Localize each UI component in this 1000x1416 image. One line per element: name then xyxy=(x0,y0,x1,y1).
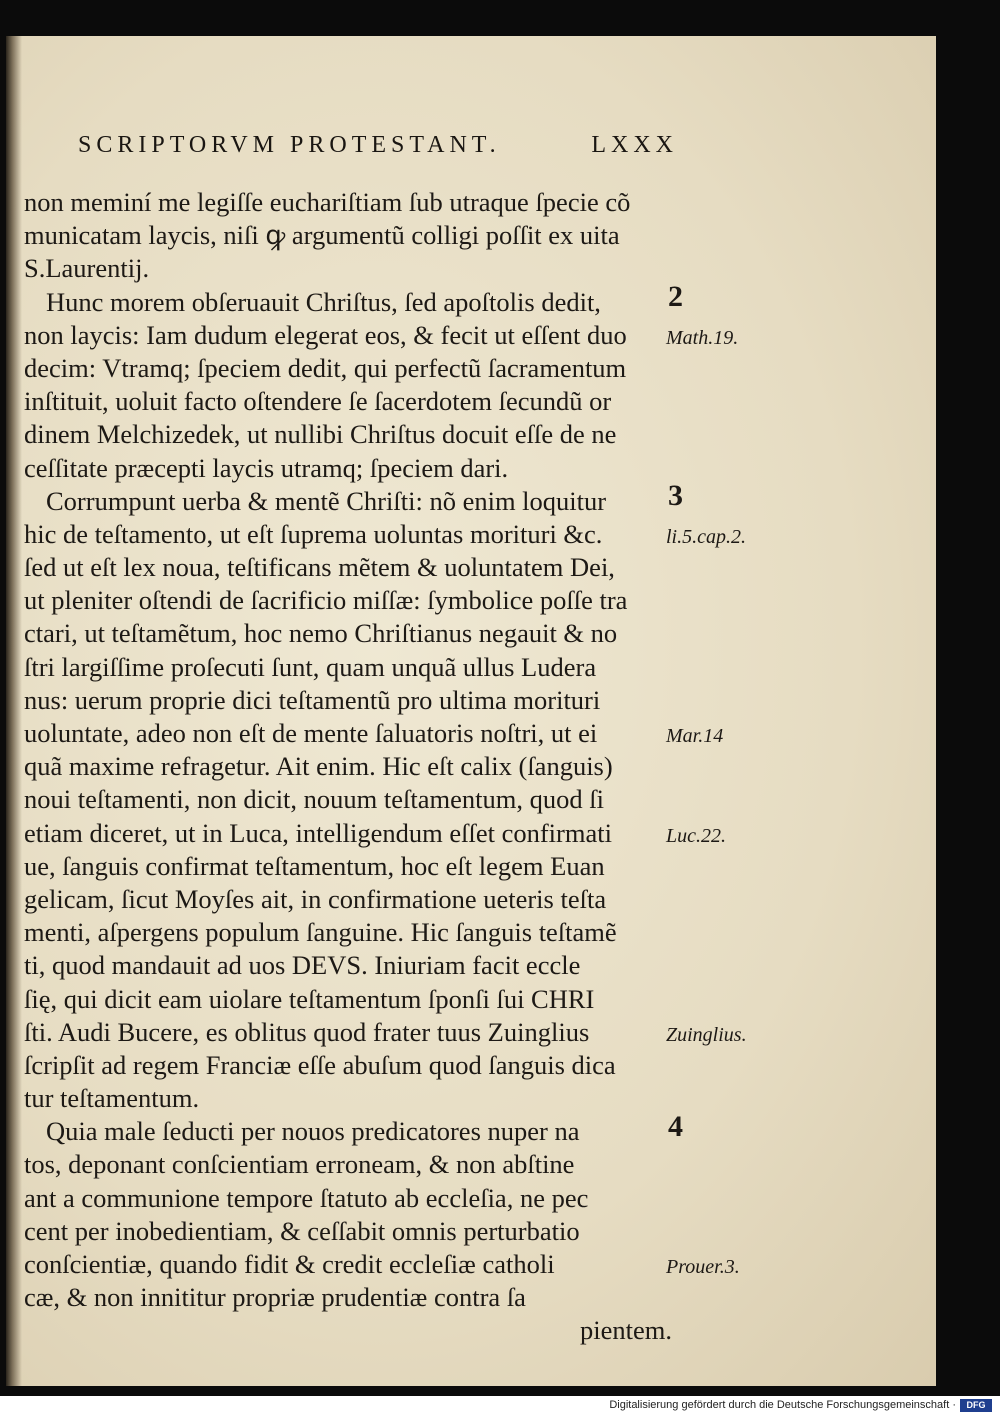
text-line: ue, ſanguis confirmat teſtamentum, hoc eſt legem Euan xyxy=(24,850,605,881)
text-line: non laycis: Iam dudum elegerat eos, & fecit ut eſſent duo xyxy=(24,319,627,350)
text-line: ſcripſit ad regem Franciæ eſſe abuſum quod ſanguis dica xyxy=(24,1049,616,1080)
text-line: noui teſtamenti, non dicit, nouum teſtamentum, quod ſi xyxy=(24,784,604,815)
text-line: nus: uerum proprie dici teſtamentũ pro ultima morituri xyxy=(24,684,601,715)
text-line: Corrumpunt uerba & mentẽ Chriſti: nõ enim loquitur xyxy=(46,485,607,516)
text-line: ant a communione tempore ſtatuto ab eccleſia, ne pec xyxy=(24,1182,589,1213)
text-line: S.Laurentij. xyxy=(24,253,150,284)
text-line: gelicam, ſicut Moyſes ait, in confirmatione ueteris teſta xyxy=(24,883,607,914)
section-number: 3 xyxy=(668,478,683,512)
marginal-reference: Mar.14 xyxy=(666,725,724,748)
text-line: ut pleniter oſtendi de ſacrificio miſſæ: ſymbolice poſſe tra xyxy=(24,585,628,616)
text-line: pientem. xyxy=(580,1315,672,1346)
text-line: non meminí me legiſſe euchariſtiam ſub utraque ſpecie cõ xyxy=(24,187,631,217)
dfg-logo: DFG xyxy=(960,1399,992,1412)
text-line: ceſſitate præcepti laycis utramq; ſpeciem dari. xyxy=(24,452,509,483)
text-line: ſed ut eſt lex noua, teſtificans mẽtem & uoluntatem Dei, xyxy=(24,552,615,583)
text-line: cent per inobedientiam, & ceſſabit omnis perturbatio xyxy=(24,1215,580,1246)
text-line: tur teſtamentum. xyxy=(24,1083,200,1114)
section-number: 2 xyxy=(668,279,683,313)
text-line: tos, deponant conſcientiam erroneam, & non abſtine xyxy=(24,1149,575,1180)
section-number: 4 xyxy=(668,1109,683,1143)
text-line: conſcientiæ, quando fidit & credit eccleſiæ catholi xyxy=(24,1249,555,1279)
text-line: ſti. Audi Bucere, es oblitus quod frater tuus Zuinglius xyxy=(24,1016,590,1047)
marginal-reference: Math.19. xyxy=(666,326,739,349)
text-line: ctari, ut teſtamẽtum, hoc nemo Chriſtianus negauit & no xyxy=(24,618,618,649)
text-line: decim: Vtramq; ſpeciem dedit, qui perfectũ ſacramentum xyxy=(24,352,627,383)
text-line: cæ, & non innititur propriæ prudentiæ contra ſa xyxy=(24,1282,526,1313)
text-line: hic de teſtamento, ut eſt ſuprema uoluntas morituri &c. xyxy=(24,518,603,549)
body-text xyxy=(24,186,672,1348)
book-page xyxy=(6,36,936,1386)
folio-number: LXXX xyxy=(591,132,678,158)
text-line: uoluntate, adeo non eſt de mente ſaluatoris noſtri, ut ei xyxy=(24,718,598,748)
text-line: inſtituit, uoluit facto oſtendere ſe ſacerdotem ſecundũ or xyxy=(24,386,612,417)
text-line: Hunc morem obſeruauit Chriſtus, ſed apoſtolis dedit, xyxy=(46,286,601,317)
text-line: ſię, qui dicit eam uiolare teſtamentum ſponſi ſui CHRI xyxy=(24,983,595,1014)
text-line: municatam laycis, niſi ꝙ argumentũ colligi poſſit ex uita xyxy=(24,220,620,251)
text-line: quã maxime refragetur. Ait enim. Hic eſt calix (ſanguis) xyxy=(24,751,613,782)
footer-bar xyxy=(0,1396,1000,1416)
footer-credit: Digitalisierung gefördert durch die Deutsche Forschungsgemeinschaft · xyxy=(609,1399,956,1411)
marginal-reference: li.5.cap.2. xyxy=(666,526,746,548)
text-line: ſtri largiſſime proſecuti ſunt, quam unquã ullus Ludera xyxy=(24,651,597,682)
running-header xyxy=(78,132,678,159)
text-line: Quia male ſeducti per nouos predicatores nuper na xyxy=(46,1116,580,1147)
text-line: ti, quod mandauit ad uos DEVS. Iniuriam facit eccle xyxy=(24,950,581,981)
text-line: dinem Melchizedek, ut nullibi Chriſtus docuit eſſe de ne xyxy=(24,419,617,450)
page-gutter xyxy=(6,36,22,1386)
text-line: etiam diceret, ut in Luca, intelligendum eſſet confirmati xyxy=(24,817,612,848)
text-line: menti, aſpergens populum ſanguine. Hic ſanguis teſtamẽ xyxy=(24,917,617,948)
marginal-reference: Luc.22. xyxy=(666,824,726,847)
running-title: SCRIPTORVM PROTESTANT. xyxy=(78,132,501,158)
marginal-reference: Prouer.3. xyxy=(666,1256,740,1279)
marginal-reference: Zuinglius. xyxy=(666,1024,747,1046)
